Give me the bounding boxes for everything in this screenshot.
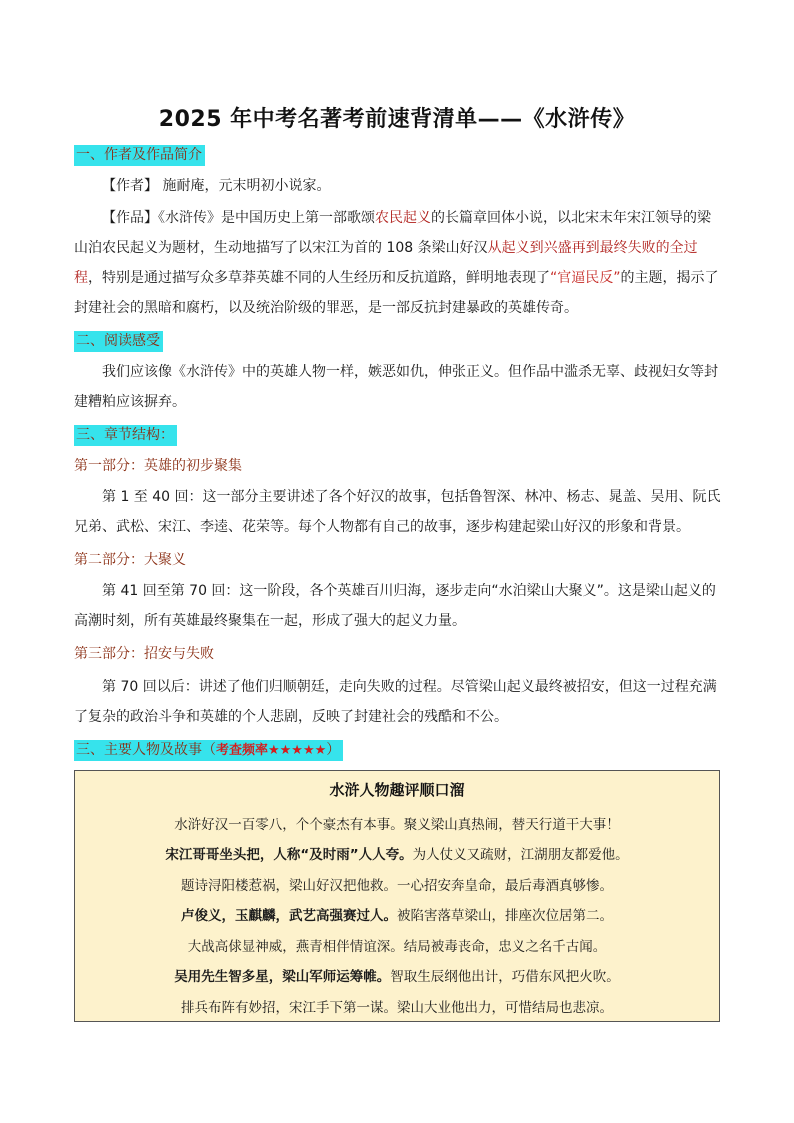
section-heading-characters — [74, 740, 343, 761]
document-title: 2025 年中考名著考前速背清单——《水浒传》 — [158, 107, 636, 132]
work-text-d: 的主题，揭示了封建社会的黑暗和腐朽，以及统治阶级的罪恶，是一部反抗封建暴政的英雄传奇。 — [74, 270, 719, 316]
rhyme-line — [75, 965, 719, 985]
work-text-a: 《水浒传》是中国历史上第一部歌颂 — [158, 210, 375, 226]
rhyme-bold: 宋江哥哥坐头把，人称“及时雨”人人夸。 — [165, 847, 413, 863]
author-paragraph — [74, 171, 722, 201]
part1-title: 第一部分：英雄的初步聚集 — [74, 458, 242, 474]
rhyme-bold: 吴用先生智多星，梁山军师运筹帷。 — [174, 969, 391, 985]
part3-title: 第三部分：招安与失败 — [74, 646, 214, 662]
part2-paragraph: 第 41 回至第 70 回：这一阶段，各个英雄百川归海，逐步走向“水泊梁山大聚义”。这是梁山起义的高潮时刻，所有英雄最终聚集在一起，形成了强大的起义力量。 — [74, 583, 716, 629]
work-paragraph — [74, 203, 722, 323]
part2-title: 第二部分：大聚义 — [74, 552, 186, 568]
rhyme-line: 水浒好汉一百零八，个个豪杰有本事。聚义梁山真热闹，替天行道干大事！ — [174, 817, 620, 833]
characters-heading-close: ） — [326, 742, 341, 758]
work-text-c: ，特别是通过描写众多草莽英雄不同的人生经历和反抗道路，鲜明地表现了 — [88, 270, 550, 286]
reading-paragraph: 我们应该像《水浒传》中的英雄人物一样，嫉恶如仇，伸张正义。但作品中滥杀无辜、歧视妇女等封建糟粕应该摒弃。 — [74, 364, 718, 410]
characters-heading-text: 三、主要人物及故事（ — [76, 742, 216, 758]
part3-paragraph: 第 70 回以后：讲述了他们归顺朝廷，走向失败的过程。尽管梁山起义最终被招安，但这一过程充满了复杂的政治斗争和英雄的个人悲剧，反映了封建社会的残酷和不公。 — [74, 679, 717, 725]
section-heading-reading: 二、阅读感受 — [74, 331, 163, 352]
rhyme-bold: 卢俊义，玉麒麟，武艺高强赛过人。 — [181, 908, 397, 924]
exam-frequency-badge: 考查频率★★★★★ — [216, 743, 327, 758]
work-label: 【作品】 — [102, 210, 158, 226]
rhyme-line: 题诗浔阳楼惹祸，梁山好汉把他救。一心招安奔皇命，最后毒酒真够惨。 — [181, 878, 613, 894]
rhyme-line: 排兵布阵有妙招，宋江手下第一谋。梁山大业他出力，可惜结局也悲凉。 — [181, 1000, 613, 1016]
work-text-b: 的长篇章回体小说，以北宋末年宋江领导的梁山泊农民起义为题材，生动地描写了以宋江为首的 108 条梁山好汉 — [74, 210, 711, 256]
section-heading-author: 一、作者及作品简介 — [74, 145, 205, 166]
author-text: 施耐庵，元末明初小说家。 — [158, 178, 331, 194]
highlight-theme: “官逼民反” — [550, 270, 621, 286]
author-label: 【作者】 — [102, 178, 158, 194]
highlight-full-process: 从起义到兴盛再到最终失败的全过程 — [74, 240, 698, 286]
rhyme-rest: 为人仗义又疏财，江湖朋友都爱他。 — [412, 847, 629, 863]
rhyme-line — [75, 904, 719, 924]
rhyme-box — [74, 770, 720, 1022]
highlight-peasant-uprising: 农民起义 — [375, 210, 431, 226]
rhyme-line: 大战高俅显神威，燕青相伴情谊深。结局被毒丧命，忠义之名千古闻。 — [187, 939, 607, 955]
part1-paragraph: 第 1 至 40 回：这一部分主要讲述了各个好汉的故事，包括鲁智深、林冲、杨志、晁盖、吴用、阮氏兄弟、武松、宋江、李逵、花荣等。每个人物都有自己的故事，逐步构建起梁山好汉的形象和背景。 — [74, 489, 721, 535]
section-heading-chapters: 三、章节结构： — [74, 425, 177, 446]
rhyme-rest: 被陷害落草梁山，排座次位居第二。 — [397, 908, 613, 924]
rhyme-line — [75, 843, 719, 863]
rhyme-box-title: 水浒人物趣评顺口溜 — [329, 781, 465, 799]
rhyme-rest: 智取生辰纲他出计，巧借东风把火吹。 — [390, 969, 620, 985]
